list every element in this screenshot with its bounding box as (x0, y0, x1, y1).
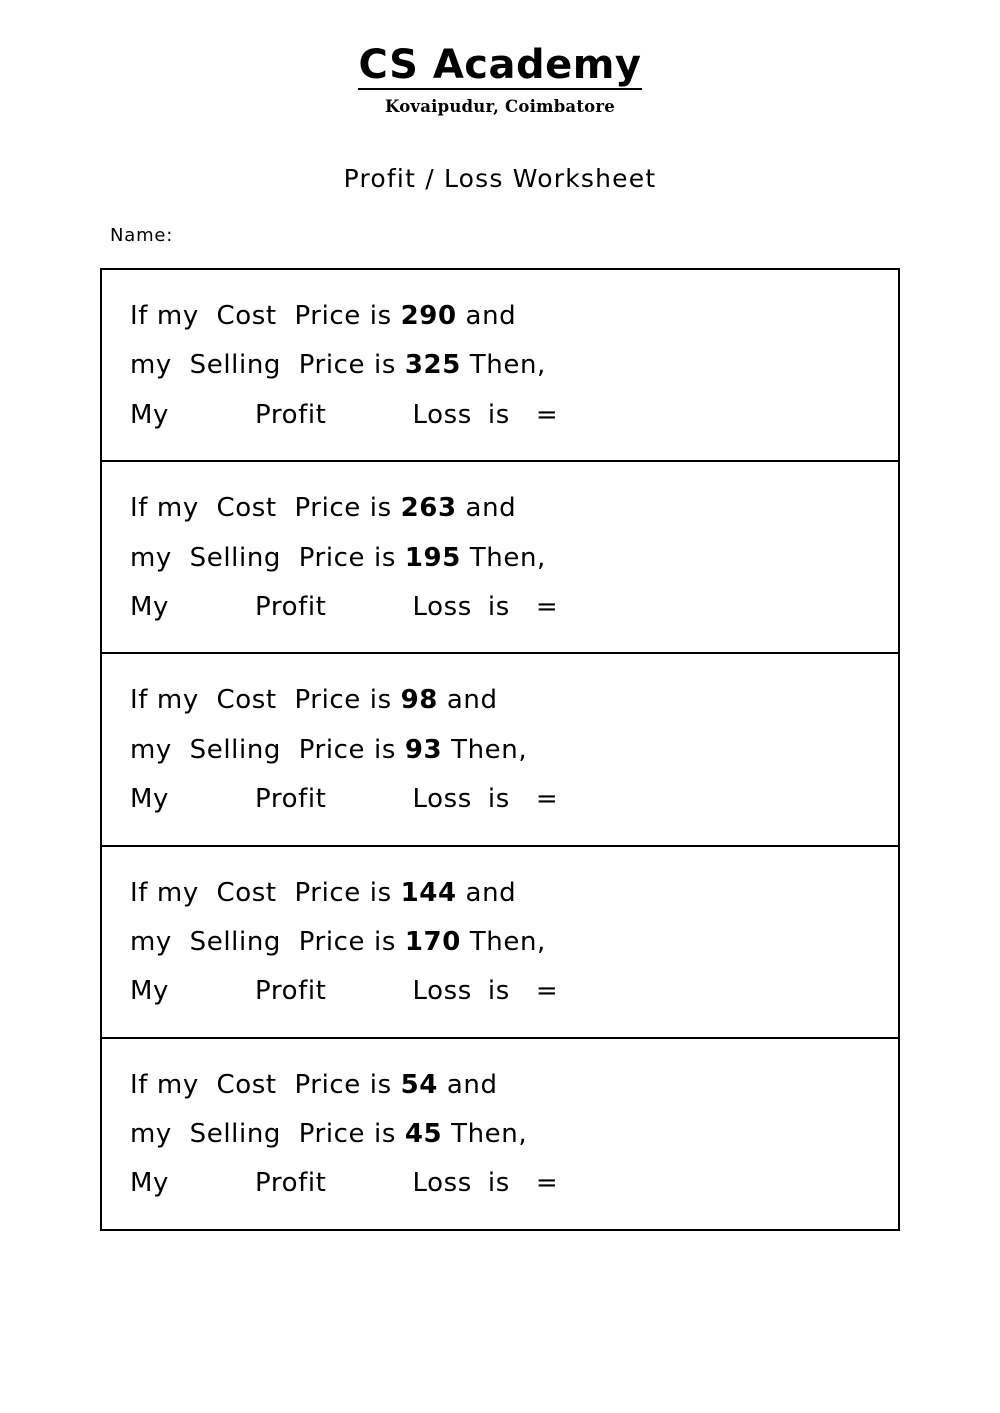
cost-price-suffix: and (456, 301, 517, 331)
selling-price-value: 325 (404, 350, 461, 381)
worksheet-header (0, 0, 1000, 116)
selling-price-prefix: my Selling Price is (130, 734, 405, 765)
selling-price-prefix: my Selling Price is (130, 350, 405, 381)
selling-price-suffix: Then, (442, 1119, 528, 1150)
selling-price-value: 195 (404, 542, 461, 573)
selling-price-suffix: Then, (460, 350, 546, 381)
answer-my-label: My (130, 591, 170, 622)
school-location: Kovaipudur, Coimbatore (385, 97, 615, 116)
problem-line-cost (130, 292, 898, 341)
problem-line-selling (130, 726, 898, 775)
problem-line-answer (130, 583, 898, 632)
answer-loss-label: Loss (412, 784, 472, 815)
problem-item (102, 654, 898, 846)
problem-line-selling (130, 1110, 898, 1159)
cost-price-prefix: If my Cost Price is (130, 877, 401, 908)
problem-list (100, 268, 900, 1231)
answer-equals-sign: = (535, 976, 559, 1007)
answer-profit-label: Profit (255, 1168, 327, 1199)
selling-price-value: 45 (404, 1119, 443, 1150)
answer-loss-label: Loss (412, 591, 472, 622)
answer-loss-label: Loss (412, 1168, 472, 1199)
problem-line-selling (130, 534, 898, 583)
cost-price-value: 98 (400, 685, 438, 716)
problem-line-answer (130, 1159, 898, 1208)
problem-item (102, 1039, 898, 1231)
answer-equals-sign: = (535, 1168, 559, 1199)
answer-is-label: is (487, 784, 510, 815)
cost-price-value: 263 (400, 493, 457, 524)
cost-price-suffix: and (456, 877, 517, 908)
page-title: Profit / Loss Worksheet (343, 164, 657, 193)
problem-line-selling (130, 918, 898, 967)
selling-price-prefix: my Selling Price is (130, 1119, 405, 1150)
cost-price-value: 290 (400, 301, 457, 331)
selling-price-prefix: my Selling Price is (130, 542, 405, 573)
cost-price-prefix: If my Cost Price is (130, 301, 401, 331)
answer-equals-sign: = (535, 399, 559, 430)
selling-price-suffix: Then, (460, 542, 546, 573)
problem-item (102, 270, 898, 462)
school-name: CS Academy (358, 42, 642, 88)
problem-line-cost (130, 676, 898, 725)
problem-line-cost (130, 484, 898, 533)
cost-price-value: 144 (400, 877, 457, 908)
answer-my-label: My (130, 399, 170, 430)
problem-item (102, 847, 898, 1039)
problem-line-cost (130, 869, 898, 918)
cost-price-prefix: If my Cost Price is (130, 493, 401, 524)
name-field-label: Name: (110, 225, 174, 246)
answer-is-label: is (487, 976, 510, 1007)
selling-price-value: 93 (404, 734, 443, 765)
problem-line-answer (130, 775, 898, 824)
answer-is-label: is (487, 591, 510, 622)
selling-price-suffix: Then, (442, 734, 528, 765)
problem-line-answer (130, 967, 898, 1016)
answer-profit-label: Profit (255, 399, 327, 430)
selling-price-suffix: Then, (460, 926, 546, 957)
cost-price-suffix: and (437, 685, 498, 716)
answer-is-label: is (487, 399, 510, 430)
cost-price-suffix: and (456, 493, 517, 524)
problem-item (102, 462, 898, 654)
answer-profit-label: Profit (255, 784, 327, 815)
answer-profit-label: Profit (255, 976, 327, 1007)
answer-profit-label: Profit (255, 591, 327, 622)
problem-line-cost (130, 1061, 898, 1110)
selling-price-value: 170 (404, 926, 461, 957)
answer-my-label: My (130, 1168, 170, 1199)
answer-is-label: is (487, 1168, 510, 1199)
selling-price-prefix: my Selling Price is (130, 926, 405, 957)
cost-price-prefix: If my Cost Price is (130, 1069, 401, 1100)
answer-my-label: My (130, 976, 170, 1007)
answer-equals-sign: = (535, 784, 559, 815)
answer-equals-sign: = (535, 591, 559, 622)
problem-line-answer (130, 391, 898, 440)
problem-line-selling (130, 341, 898, 390)
cost-price-suffix: and (437, 1069, 498, 1100)
cost-price-value: 54 (400, 1069, 438, 1100)
cost-price-prefix: If my Cost Price is (130, 685, 401, 716)
answer-loss-label: Loss (412, 976, 472, 1007)
answer-my-label: My (130, 784, 170, 815)
answer-loss-label: Loss (412, 399, 472, 430)
